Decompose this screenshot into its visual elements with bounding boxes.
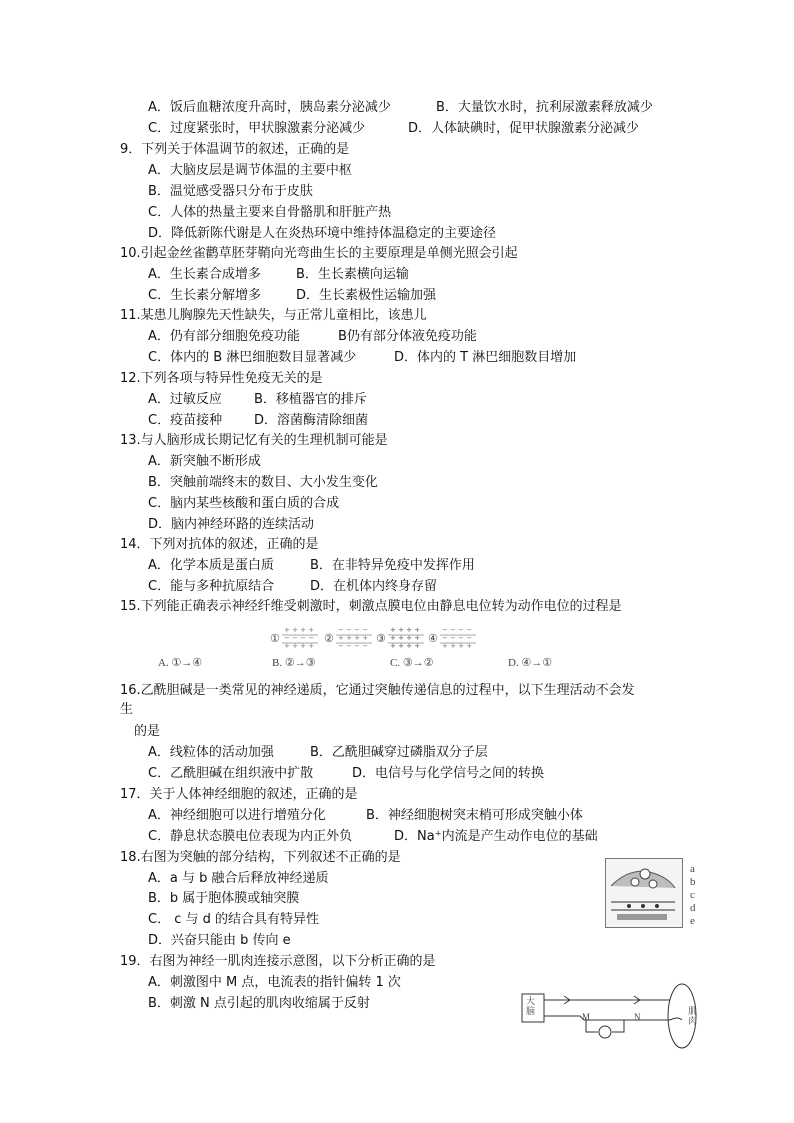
q9-option-a: A．大脑皮层是调节体温的主要中枢 [148, 163, 352, 178]
svg-text:− − − −: − − − − [284, 634, 315, 642]
q8-option-c: C．过度紧张时，甲状腺激素分泌减少 [148, 121, 366, 136]
q16-stem-end: 的是 [134, 724, 161, 739]
q17-option-d: D．Na⁺内流是产生动作电位的基础 [394, 829, 598, 844]
q13-option-b: B．突触前端终末的数目、大小发生变化 [148, 475, 378, 490]
svg-text:+ + + +: + + + + [390, 642, 421, 650]
q9-option-b: B．温觉感受器只分布于皮肤 [148, 184, 313, 199]
q12-stem: 12.下列各项与特异性免疫无关的是 [120, 371, 323, 386]
svg-text:− − − −: − − − − [442, 626, 473, 634]
svg-text:+ + + +: + + + + [442, 642, 473, 650]
q14-stem: 14．下列对抗体的叙述，正确的是 [120, 537, 319, 552]
q11-option-b: B仍有部分体液免疫功能 [338, 329, 477, 344]
q8-option-a: A．饭后血糖浓度升高时，胰岛素分泌减少 [148, 100, 391, 115]
q10-option-d: D．生长素极性运输加强 [296, 288, 437, 303]
q9-option-c: C．人体的热量主要来自骨骼肌和肝脏产热 [148, 205, 392, 220]
q17-option-c: C．静息状态膜电位表现为内正外负 [148, 829, 353, 844]
q9-stem: 9．下列关于体温调节的叙述，正确的是 [120, 142, 350, 157]
q8-option-d: D．人体缺碘时，促甲状腺激素分泌减少 [408, 121, 640, 136]
q14-option-a: A．化学本质是蛋白质 [148, 558, 274, 573]
q15-option-c: C. ③→② [390, 657, 434, 669]
q10-stem: 10.引起金丝雀鹳草胚芽鞘向光弯曲生长的主要原理是单侧光照会引起 [120, 246, 518, 261]
q17-stem: 17．关于人体神经细胞的叙述，正确的是 [120, 787, 358, 802]
svg-text:− − − −: − − − − [442, 634, 473, 642]
q11-option-d: D．体内的 T 淋巴细胞数目增加 [394, 350, 577, 365]
q15-option-b: B. ②→③ [272, 657, 316, 669]
q15-panel-3-membrane [388, 626, 424, 650]
q11-stem: 11.某患儿胸腺先天性缺失，与正常儿童相比，该患儿 [120, 308, 427, 323]
q15-option-d: D. ④→① [508, 657, 553, 669]
synapse-label-b: b [690, 876, 696, 888]
muscle-label: 肌肉 [688, 1006, 698, 1026]
svg-text:− − − −: − − − − [338, 642, 369, 650]
q15-panel-4-membrane [440, 626, 476, 650]
q10-option-b: B．生长素横向运输 [296, 267, 409, 282]
q16-option-a: A．线粒体的活动加强 [148, 745, 274, 760]
svg-text:+ + + +: + + + + [284, 626, 315, 634]
synapse-label-c: c [690, 889, 695, 901]
q8-option-b: B．大量饮水时，抗利尿激素释放减少 [436, 100, 653, 115]
q15-panel-3-label: ③ [376, 633, 386, 645]
q16-option-b: B．乙酰胆碱穿过磷脂双分子层 [310, 745, 488, 760]
q19-stem: 19．右图为神经一肌肉连接示意图，以下分析正确的是 [120, 954, 436, 969]
svg-text:+ + + +: + + + + [390, 634, 421, 642]
q18-option-a: A．a 与 b 融合后释放神经递质 [148, 871, 329, 886]
q16-stem-wrap: 生 [120, 702, 134, 717]
q14-option-c: C．能与多种抗原结合 [148, 579, 275, 594]
q13-option-d: D．脑内神经环路的连续活动 [148, 517, 315, 532]
q17-option-b: B．神经细胞树突末梢可形成突触小体 [366, 808, 583, 823]
q15-panel-1-label: ① [270, 633, 280, 645]
synapse-label-e: e [690, 915, 695, 927]
q13-stem: 13.与人脑形成长期记忆有关的生理机制可能是 [120, 433, 388, 448]
point-m-label: M [582, 1012, 591, 1022]
q13-option-c: C．脑内某些核酸和蛋白质的合成 [148, 496, 340, 511]
synapse-label-a: a [690, 863, 695, 875]
q19-option-a: A．刺激图中 M 点，电流表的指针偏转 1 次 [148, 975, 401, 990]
q15-panel-2-membrane [336, 626, 372, 650]
q16-option-c: C．乙酰胆碱在组织液中扩散 [148, 766, 314, 781]
q18-option-c: C． c 与 d 的结合具有特异性 [148, 912, 320, 927]
svg-text:+ + + +: + + + + [390, 626, 421, 634]
q12-option-b: B．移植器官的排斥 [254, 392, 367, 407]
q16-option-d: D．电信号与化学信号之间的转换 [352, 766, 545, 781]
svg-text:+ + + +: + + + + [338, 634, 369, 642]
q15-panel-2-label: ② [324, 633, 334, 645]
q12-option-d: D．溶菌酶清除细菌 [254, 413, 369, 428]
q13-option-a: A．新突触不断形成 [148, 454, 261, 469]
point-n-label: N [634, 1012, 641, 1022]
q14-option-b: B．在非特异免疫中发挥作用 [310, 558, 475, 573]
q10-option-c: C．生长素分解增多 [148, 288, 262, 303]
q17-option-a: A．神经细胞可以进行增殖分化 [148, 808, 326, 823]
q12-option-a: A．过敏反应 [148, 392, 222, 407]
q10-option-a: A．生长素合成增多 [148, 267, 261, 282]
q15-panel-1-membrane [282, 626, 318, 650]
nerve-muscle-diagram [520, 982, 710, 1050]
q15-stem: 15.下列能正确表示神经纤维受刺激时，刺激点膜电位由静息电位转为动作电位的过程是 [120, 599, 622, 614]
q15-option-a: A. ①→④ [158, 657, 203, 669]
brain-label: 大脑 [526, 996, 536, 1016]
q14-option-d: D．在机体内终身存留 [310, 579, 438, 594]
q11-option-c: C．体内的 B 淋巴细胞数目显著减少 [148, 350, 357, 365]
q9-option-d: D．降低新陈代谢是人在炎热环境中维持体温稳定的主要途径 [148, 226, 497, 241]
q18-option-d: D．兴奋只能由 b 传向 e [148, 933, 291, 948]
svg-text:− − − −: − − − − [338, 626, 369, 634]
q11-option-a: A．仍有部分细胞免疫功能 [148, 329, 300, 344]
q18-option-b: B．b 属于胞体膜或轴突膜 [148, 891, 300, 906]
synapse-diagram [605, 858, 683, 928]
q18-stem: 18.右图为突触的部分结构，下列叙述不正确的是 [120, 850, 401, 865]
q15-panel-4-label: ④ [428, 633, 438, 645]
svg-text:+ + + +: + + + + [284, 642, 315, 650]
synapse-label-d: d [690, 902, 696, 914]
q16-stem: 16.乙酰胆碱是一类常见的神经递质，它通过突触传递信息的过程中，以下生理活动不会发 [120, 683, 635, 698]
q19-option-b: B．刺激 N 点引起的肌肉收缩属于反射 [148, 996, 370, 1011]
q12-option-c: C．疫苗接种 [148, 413, 223, 428]
